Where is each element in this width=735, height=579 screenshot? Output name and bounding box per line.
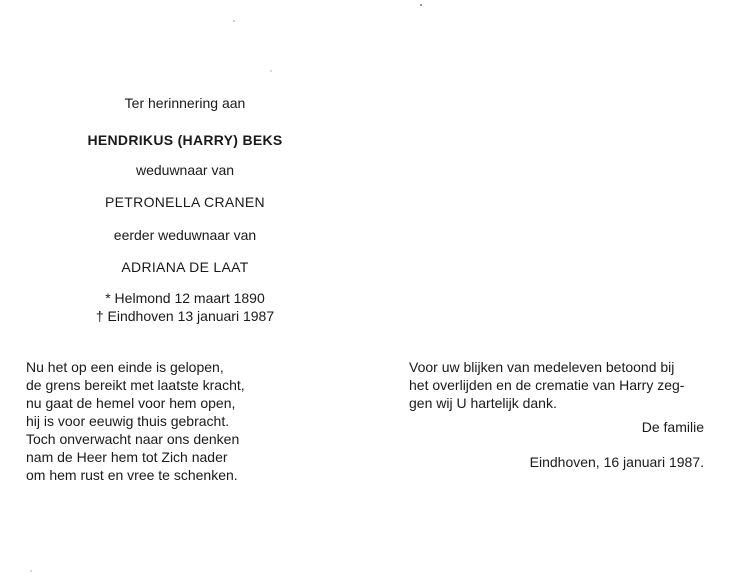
birth-line: * Helmond 12 maart 1890 (105, 290, 265, 306)
memorial-header (40, 0, 330, 340)
paper-speck (270, 70, 272, 72)
thanks-line: gen wij U hartelijk dank. (409, 395, 557, 411)
deceased-name: HENDRIKUS (HARRY) BEKS (87, 132, 283, 148)
poem-line: nam de Heer hem tot Zich nader (26, 449, 228, 465)
poem-line: Toch onverwacht naar ons denken (26, 431, 240, 447)
relation-text-2: eerder weduwnaar van (113, 227, 257, 243)
life-dates (40, 289, 330, 325)
thanks-line: het overlijden en de crematie van Harry zeg- (409, 377, 685, 393)
paper-speck (420, 4, 422, 6)
spouse-name-2: ADRIANA DE LAAT (121, 259, 249, 275)
poem-line: Nu het op een einde is gelopen, (26, 359, 224, 375)
intro-text: Ter herinnering aan (124, 95, 246, 111)
poem-line: nu gaat de hemel voor hem open, (26, 395, 236, 411)
thank-you-note (409, 358, 705, 412)
paper-speck (30, 570, 32, 572)
poem-line: om hem rust en vree te schenken. (26, 467, 238, 483)
spouse-name-1: PETRONELLA CRANEN (105, 194, 265, 210)
relation-text-1: weduwnaar van (135, 162, 235, 178)
family-signature: De familie (641, 419, 704, 435)
poem-line: hij is voor eeuwig thuis gebracht. (26, 413, 230, 429)
paper-speck (233, 20, 235, 22)
poem-line: de grens bereikt met laatste kracht, (26, 377, 245, 393)
thanks-line: Voor uw blijken van medeleven betoond bij (409, 359, 675, 375)
memorial-poem (26, 358, 245, 484)
place-and-date: Eindhoven, 16 januari 1987. (529, 454, 704, 470)
death-line: † Eindhoven 13 januari 1987 (95, 308, 275, 324)
